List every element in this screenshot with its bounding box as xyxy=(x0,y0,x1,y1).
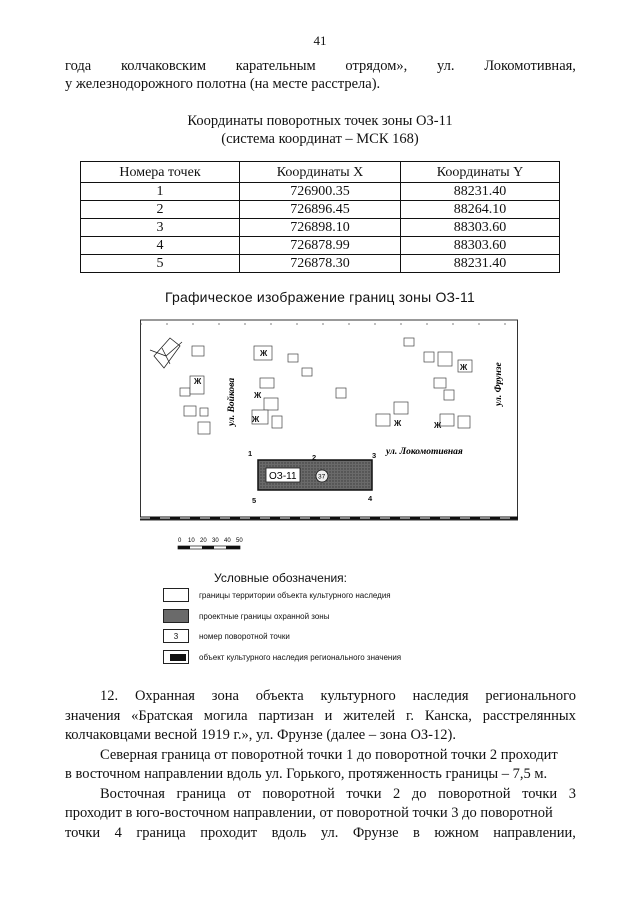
house-label: Ж xyxy=(260,349,268,358)
word: г. xyxy=(406,708,414,724)
word: 4 xyxy=(114,825,122,841)
scale-label: 20 xyxy=(200,538,207,544)
map-caption: Графическое изображение границ зоны ОЗ-11 xyxy=(165,289,475,305)
house-label: Ж xyxy=(194,377,202,386)
word: 12. xyxy=(100,688,119,704)
word: регионального xyxy=(485,688,576,704)
word: граница xyxy=(136,825,186,841)
legend-text: номер поворотной точки xyxy=(199,631,290,641)
scale-label: 50 xyxy=(236,538,243,544)
coordinates-table xyxy=(80,161,560,273)
word: ул. xyxy=(437,58,455,74)
cell-point: 1 xyxy=(81,183,240,201)
cell-x: 726900.35 xyxy=(240,183,401,201)
table-row xyxy=(81,255,560,273)
word: южном xyxy=(434,825,479,841)
word: «Братская xyxy=(131,708,193,724)
word: значения xyxy=(65,708,121,724)
east-line-1 xyxy=(100,786,576,803)
cell-x: 726878.99 xyxy=(240,237,401,255)
word: партизан xyxy=(258,708,314,724)
word: проходит xyxy=(200,825,258,841)
word: поворотной xyxy=(262,786,335,802)
word: культурного xyxy=(320,688,396,704)
street-frunze-label: ул. Фрунзе xyxy=(494,362,504,406)
scale-bar xyxy=(178,538,243,549)
legend-item xyxy=(163,649,401,665)
point-label-1: 1 xyxy=(248,449,253,458)
word: жителей xyxy=(343,708,396,724)
table-row xyxy=(81,201,560,219)
cell-point: 3 xyxy=(81,219,240,237)
table-header-row xyxy=(81,162,560,183)
house-label: Ж xyxy=(254,391,262,400)
table-row xyxy=(81,183,560,201)
header-coord-y: Координаты Y xyxy=(401,162,560,183)
word: наследия xyxy=(412,688,469,704)
point-label-3: 3 xyxy=(372,451,377,460)
word: до xyxy=(411,786,427,802)
word: Фрунзе xyxy=(352,825,399,841)
word: и xyxy=(324,708,333,724)
legend-swatch-point-number xyxy=(163,629,189,643)
point-label-4: 4 xyxy=(368,494,373,503)
legend-swatch-protection-zone xyxy=(163,609,189,623)
header-coord-x: Координаты X xyxy=(240,162,401,183)
cell-point: 5 xyxy=(81,255,240,273)
intro-line-2: у железнодорожного полотна (на месте расстрела). xyxy=(65,76,381,92)
coords-title-line-1: Координаты поворотных точек зоны ОЗ-11 xyxy=(187,113,453,129)
cell-x: 726878.30 xyxy=(240,255,401,273)
cell-y: 88303.60 xyxy=(401,237,560,255)
word: 2 xyxy=(393,786,401,802)
table-row xyxy=(81,219,560,237)
scale-label: 40 xyxy=(224,538,231,544)
coords-title-line-2: (система координат – МСК 168) xyxy=(221,131,419,147)
intro-line-1 xyxy=(65,58,576,75)
legend-item xyxy=(163,587,391,603)
word: направлении, xyxy=(493,825,576,841)
word: Локомотивная, xyxy=(484,58,576,74)
cell-y: 88264.10 xyxy=(401,201,560,219)
cell-y: 88231.40 xyxy=(401,255,560,273)
east-line-3 xyxy=(65,825,576,842)
zone-label: ОЗ-11 xyxy=(269,471,297,482)
zone-map xyxy=(140,318,518,568)
word: от xyxy=(237,786,251,802)
word: Восточная xyxy=(100,786,165,802)
table-row xyxy=(81,237,560,255)
word: расстрелянных xyxy=(482,708,576,724)
legend-swatch-heritage-territory xyxy=(163,588,189,602)
street-lokomotivnaya-label: ул. Локомотивная xyxy=(386,447,463,457)
house-label: Ж xyxy=(252,415,260,424)
north-line-1: Северная граница от поворотной точки 1 до поворотной точки 2 проходит xyxy=(100,747,558,763)
word: объекта xyxy=(255,688,304,704)
word: отрядом», xyxy=(345,58,408,74)
scale-label: 10 xyxy=(188,538,195,544)
legend-point-example: 3 xyxy=(173,632,179,641)
word: колчаковским xyxy=(120,58,207,74)
legend-item xyxy=(163,628,290,644)
scale-label: 30 xyxy=(212,538,219,544)
word: Канска, xyxy=(424,708,472,724)
p12-line-1 xyxy=(100,688,576,705)
word: точки xyxy=(346,786,382,802)
header-point-number: Номера точек xyxy=(81,162,240,183)
word: ул. xyxy=(320,825,339,841)
word: зона xyxy=(211,688,239,704)
cell-y: 88303.60 xyxy=(401,219,560,237)
p12-line-3: колчаковцами весной 1919 г.», ул. Фрунзе (далее – зона ОЗ-12). xyxy=(65,727,456,743)
scale-label: 0 xyxy=(178,538,182,544)
word: года xyxy=(65,58,92,74)
cell-point: 4 xyxy=(81,237,240,255)
word: вдоль xyxy=(271,825,307,841)
point-label-2: 2 xyxy=(312,453,317,462)
word: могила xyxy=(203,708,248,724)
house-label: Ж xyxy=(434,421,442,430)
word: точки xyxy=(522,786,558,802)
word: карательным xyxy=(235,58,316,74)
cell-x: 726898.10 xyxy=(240,219,401,237)
legend-item xyxy=(163,608,329,624)
cell-x: 726896.45 xyxy=(240,201,401,219)
heritage-object-number: 37 xyxy=(318,473,326,481)
cell-point: 2 xyxy=(81,201,240,219)
p12-line-2 xyxy=(65,708,576,725)
word: 3 xyxy=(568,786,576,802)
legend-title: Условные обозначения: xyxy=(214,571,347,585)
house-label: Ж xyxy=(460,363,468,372)
legend-swatch-heritage-object xyxy=(163,650,189,664)
word: поворотной xyxy=(438,786,511,802)
point-label-5: 5 xyxy=(252,496,257,505)
word: в xyxy=(413,825,420,841)
word: граница xyxy=(176,786,226,802)
house-label: Ж xyxy=(394,419,402,428)
word: точки xyxy=(65,825,101,841)
word: Охранная xyxy=(134,688,195,704)
page-number: 41 xyxy=(313,33,327,48)
north-line-2: в восточном направлении вдоль ул. Горького, протяженность границы – 7,5 м. xyxy=(65,766,548,782)
street-voikova-label: ул. Войкова xyxy=(227,377,237,426)
legend-text: объект культурного наследия регионального значения xyxy=(199,652,402,662)
legend-text: границы территории объекта культурного наследия xyxy=(199,590,391,600)
east-line-2: проходит в юго-восточном направлении, от поворотной точки 3 до поворотной xyxy=(65,805,553,821)
legend-text: проектные границы охранной зоны xyxy=(199,611,330,621)
cell-y: 88231.40 xyxy=(401,183,560,201)
